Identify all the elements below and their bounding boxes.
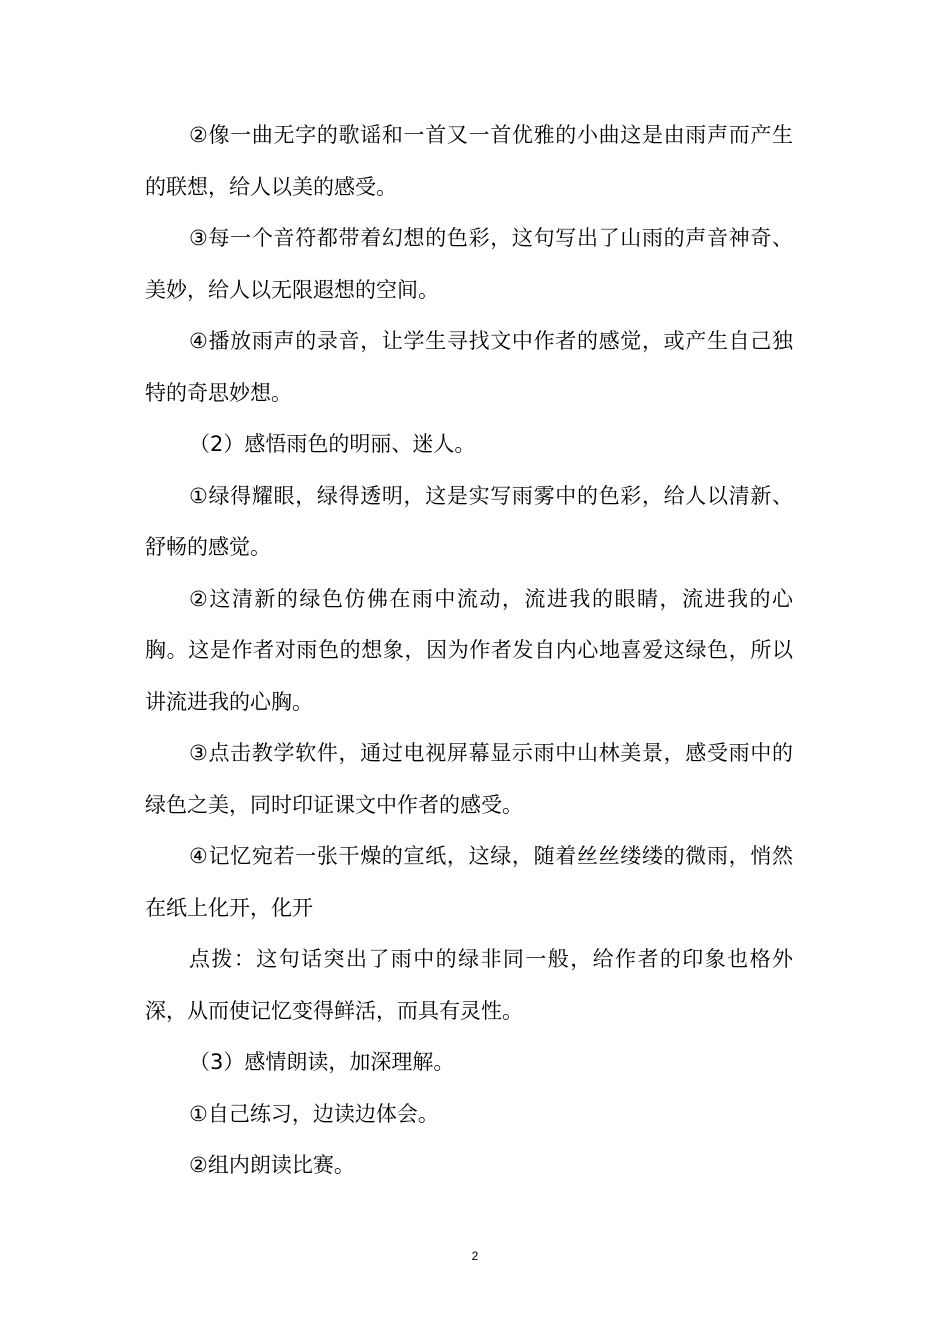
- section-heading: （3）感情朗读，加深理解。: [189, 1050, 455, 1074]
- paragraph: ①绿得耀眼，绿得透明，这是实写雨雾中的色彩，给人以清新、舒畅的感觉。: [145, 483, 793, 559]
- paragraph: ③每一个音符都带着幻想的色彩，这句写出了山雨的声音神奇、美妙，给人以无限遐想的空间。: [145, 226, 793, 302]
- section-heading: （2）感悟雨色的明丽、迷人。: [189, 432, 476, 456]
- paragraph: ②这清新的绿色仿佛在雨中流动，流进我的眼睛，流进我的心胸。这是作者对雨色的想象，因为作者发自内心地喜爱这绿色，所以讲流进我的心胸。: [145, 586, 793, 714]
- paragraph: ①自己练习，边读边体会。: [189, 1101, 439, 1126]
- page-number: 2: [471, 1249, 479, 1263]
- paragraph: ③点击教学软件，通过电视屏幕显示雨中山林美景，感受雨中的绿色之美，同时印证课文中作者的感受。: [145, 741, 793, 817]
- paragraph: ④记忆宛若一张干燥的宣纸，这绿，随着丝丝缕缕的微雨，悄然在纸上化开，化开: [145, 844, 793, 920]
- paragraph: ④播放雨声的录音，让学生寻找文中作者的感觉，或产生自己独特的奇思妙想。: [145, 329, 793, 405]
- document-body: [145, 110, 793, 1192]
- paragraph: ②组内朗读比赛。: [189, 1153, 355, 1177]
- paragraph: 点拨：这句话突出了雨中的绿非同一般，给作者的印象也格外深，从而使记忆变得鲜活，而具有灵性。: [145, 947, 793, 1023]
- paragraph: ②像一曲无字的歌谣和一首又一首优雅的小曲这是由雨声而产生的联想，给人以美的感受。: [145, 123, 793, 199]
